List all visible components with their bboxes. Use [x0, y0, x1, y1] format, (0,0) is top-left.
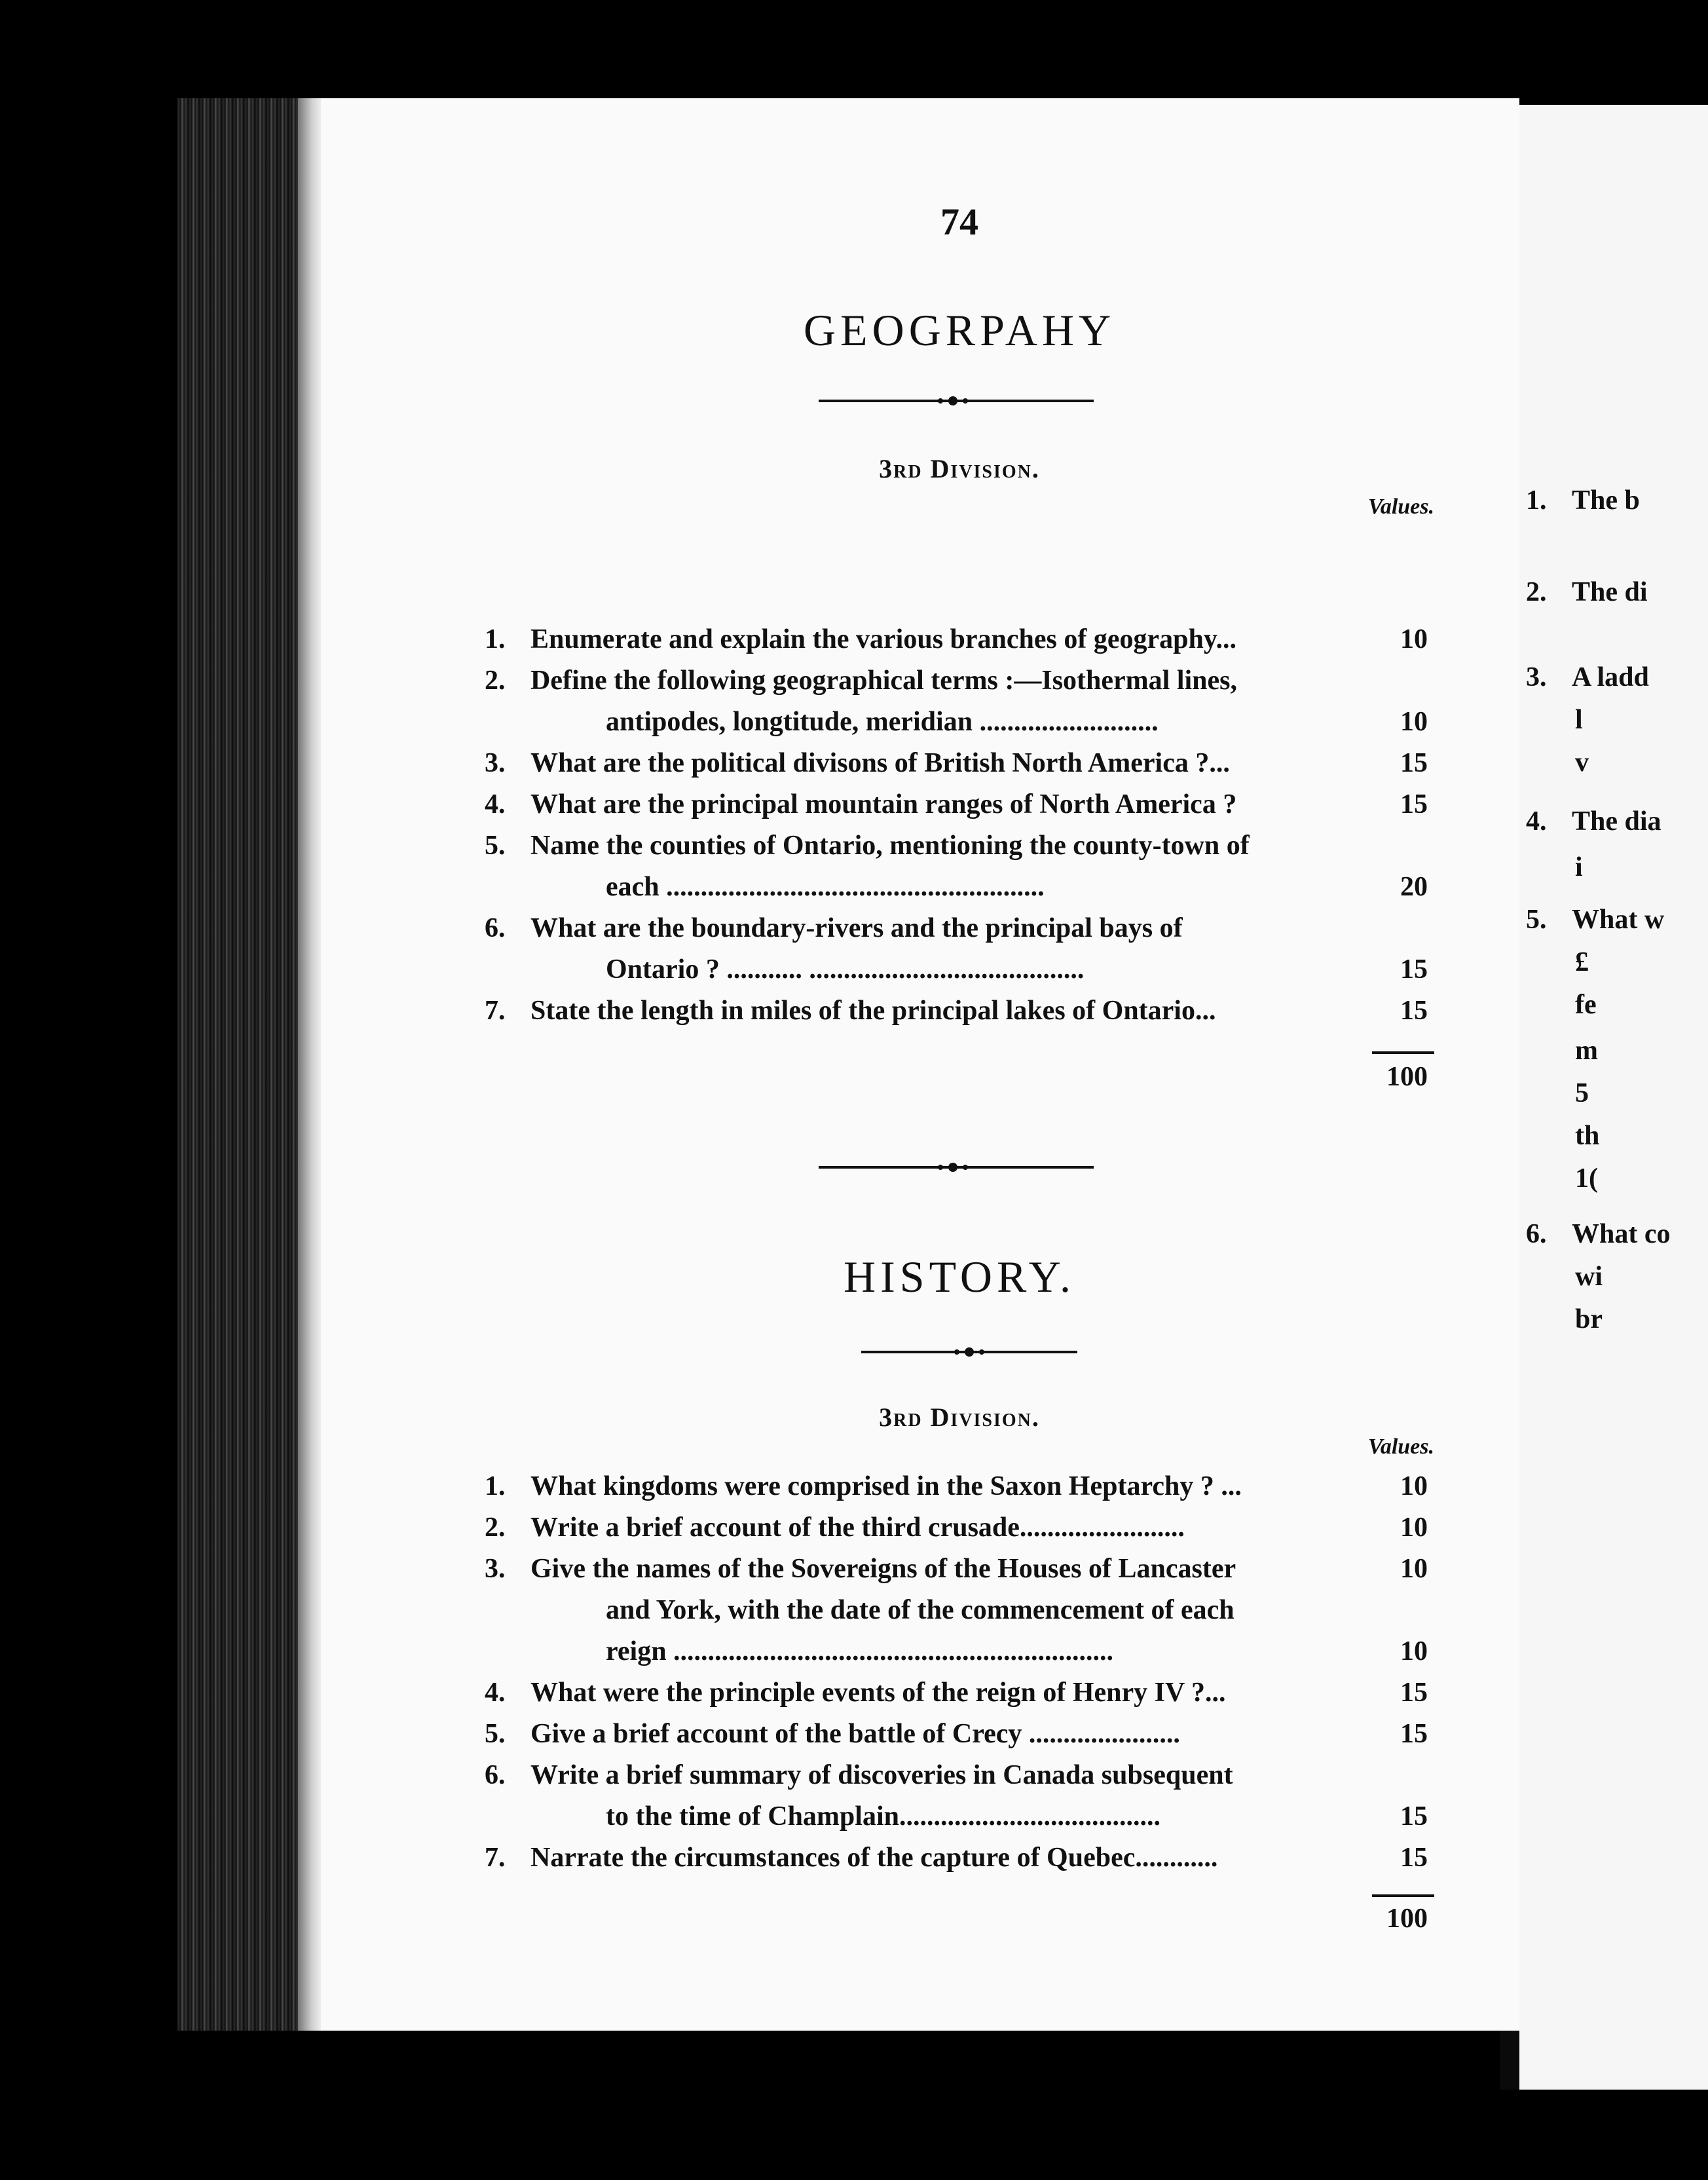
facing-page-line	[1575, 1261, 1603, 1292]
facing-page-line	[1526, 806, 1662, 837]
facing-page-text: The di	[1572, 577, 1648, 607]
question-text: Write a brief summary of discoveries in Canada subsequent	[530, 1760, 1233, 1790]
facing-page-number: 5.	[1526, 905, 1547, 935]
question-text: Write a brief account of the third crusade........................	[530, 1513, 1185, 1543]
facing-page-line	[1575, 1304, 1603, 1335]
question-text: and York, with the date of the commencement of each	[606, 1595, 1235, 1625]
question-text: Give a brief account of the battle of Crecy ......................	[530, 1719, 1180, 1749]
question-number: 6.	[485, 913, 506, 943]
total-rule	[1372, 1894, 1434, 1897]
question-number: 3.	[485, 1554, 506, 1584]
facing-page-line	[1526, 662, 1649, 693]
question-text: State the length in miles of the principal lakes of Ontario...	[530, 996, 1216, 1026]
question-value: 20	[1400, 872, 1428, 902]
question-value: 10	[1400, 1513, 1428, 1543]
question-text: Name the counties of Ontario, mentioning the county-town of	[530, 831, 1250, 861]
facing-page-line	[1575, 1078, 1589, 1109]
question-value: 10	[1400, 1471, 1428, 1501]
geography-title: GEOGRPAHY	[803, 305, 1116, 355]
ornament-rule	[861, 1351, 1077, 1353]
facing-page-line	[1575, 989, 1597, 1021]
facing-page	[1500, 105, 1708, 2090]
question-text: reign ................................................................	[606, 1636, 1114, 1666]
question-value: 15	[1400, 1678, 1428, 1708]
facing-page-text: th	[1575, 1121, 1600, 1151]
document-page	[321, 98, 1519, 2031]
facing-page-text: The dia	[1572, 806, 1662, 836]
facing-page-number: 6.	[1526, 1219, 1547, 1249]
facing-page-text: m	[1575, 1036, 1598, 1066]
facing-page-line	[1575, 1035, 1598, 1066]
geography-division: 3rd Division.	[879, 454, 1040, 483]
history-division: 3rd Division.	[879, 1402, 1040, 1432]
history-title: HISTORY.	[844, 1252, 1075, 1302]
ornament-rule	[819, 1166, 1094, 1169]
facing-page-text: l	[1575, 705, 1583, 735]
question-text: to the time of Champlain......................................	[606, 1801, 1160, 1832]
question-value: 15	[1400, 748, 1428, 778]
facing-page-line	[1526, 485, 1640, 516]
question-text: Define the following geographical terms :—Isothermal lines,	[530, 666, 1238, 696]
question-text: What kingdoms were comprised in the Saxon Heptarchy ? ...	[530, 1471, 1242, 1501]
question-text: What are the political divisons of British North America ?...	[530, 748, 1230, 778]
question-text: What are the principal mountain ranges of North America ?	[530, 789, 1237, 819]
facing-page-text: £	[1575, 947, 1589, 977]
question-number: 1.	[485, 624, 506, 654]
question-value: 10	[1400, 624, 1428, 654]
facing-page-text: What co	[1572, 1219, 1671, 1249]
facing-page-text: br	[1575, 1304, 1603, 1334]
question-text: Give the names of the Sovereigns of the Houses of Lancaster	[530, 1554, 1236, 1584]
facing-page-line	[1575, 1120, 1599, 1152]
question-text: Enumerate and explain the various branches of geography...	[530, 624, 1237, 654]
question-number: 6.	[485, 1760, 506, 1790]
geography-values-header: Values.	[1367, 495, 1434, 519]
facing-page-line	[1526, 1218, 1671, 1250]
facing-page-text: i	[1575, 852, 1583, 882]
question-number: 2.	[485, 1513, 506, 1543]
question-value: 15	[1400, 996, 1428, 1026]
question-value: 15	[1400, 954, 1428, 985]
question-number: 1.	[485, 1471, 506, 1501]
facing-page-text: What w	[1572, 905, 1665, 935]
question-number: 7.	[485, 1843, 506, 1873]
facing-page-line	[1575, 852, 1583, 883]
question-number: 4.	[485, 1678, 506, 1708]
facing-page-text: The b	[1572, 485, 1640, 516]
geography-total: 100	[1386, 1062, 1428, 1092]
question-text: each .......................................................	[606, 872, 1045, 902]
question-value: 15	[1400, 1719, 1428, 1749]
facing-page-text: 5	[1575, 1078, 1589, 1108]
question-text: Narrate the circumstances of the capture of Quebec............	[530, 1843, 1218, 1873]
total-rule	[1372, 1051, 1434, 1054]
facing-page-text: v	[1575, 747, 1589, 778]
question-number: 4.	[485, 789, 506, 819]
question-text: Ontario ? ........... ........................................	[606, 954, 1085, 985]
question-text: What are the boundary-rivers and the principal bays of	[530, 913, 1183, 943]
question-number: 2.	[485, 666, 506, 696]
question-number: 7.	[485, 996, 506, 1026]
page-number: 74	[940, 200, 978, 243]
facing-page-text: wi	[1575, 1262, 1603, 1292]
facing-page-line	[1526, 904, 1664, 935]
question-value: 15	[1400, 789, 1428, 819]
question-number: 5.	[485, 1719, 506, 1749]
facing-page-number: 2.	[1526, 577, 1547, 607]
question-value: 10	[1400, 1554, 1428, 1584]
facing-page-text: A ladd	[1572, 662, 1649, 692]
facing-page-line	[1575, 704, 1583, 736]
question-value: 15	[1400, 1801, 1428, 1832]
facing-page-line	[1526, 576, 1648, 608]
facing-page-number: 4.	[1526, 806, 1547, 836]
question-text: What were the principle events of the reign of Henry IV ?...	[530, 1678, 1226, 1708]
ornament-rule	[819, 400, 1094, 402]
facing-page-text: 1(	[1575, 1163, 1598, 1193]
facing-page-text: fe	[1575, 990, 1597, 1020]
history-values-header: Values.	[1367, 1435, 1434, 1459]
page-edge	[298, 98, 321, 2031]
question-number: 5.	[485, 831, 506, 861]
history-total: 100	[1386, 1904, 1428, 1934]
question-value: 15	[1400, 1843, 1428, 1873]
facing-page-number: 1.	[1526, 485, 1547, 516]
facing-page-line	[1575, 747, 1589, 778]
question-value: 10	[1400, 707, 1428, 737]
question-text: antipodes, longtitude, meridian ..........................	[606, 707, 1159, 737]
facing-page-number: 3.	[1526, 662, 1547, 692]
facing-page-line	[1575, 1163, 1598, 1194]
question-value: 10	[1400, 1636, 1428, 1666]
facing-page-line	[1575, 947, 1589, 978]
question-number: 3.	[485, 748, 506, 778]
